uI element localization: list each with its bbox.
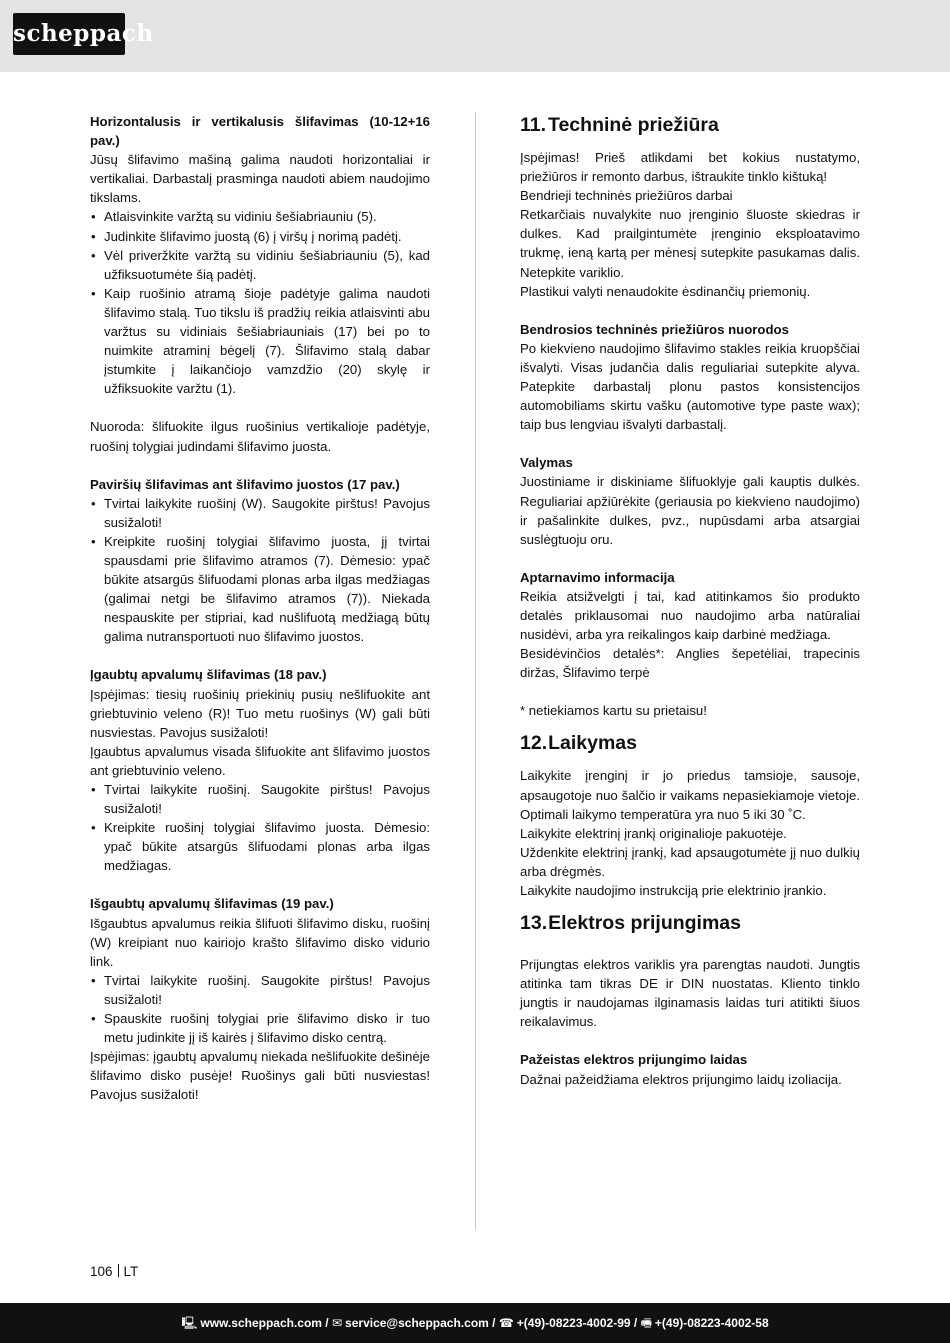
paragraph: Plastikui valyti nenaudokite ėsdinančių priemonių.: [520, 283, 811, 299]
paragraph: Po kiekvieno naudojimo šlifavimo stakles reikia kruopščiai išvalyti. Visas judančia dalis reguliariai sutepkite alyva. Patepkite darbastalį plonu pastos konsistencijos automobiliams skirtu vašku (automotive type paste wax); taip bus lengviau išvalyti darbastalį.: [520, 340, 860, 433]
page-footer: [0, 1303, 950, 1343]
chapter-title: Elektros prijungimas: [548, 912, 741, 935]
computer-icon: 🖳: [181, 1316, 198, 1330]
paragraph: Besidėvinčios detalės*: Anglies šepetėliai, trapecinis diržas, Šlifavimo terpė: [520, 646, 860, 681]
list-item: • Atlaisvinkite varžtą su vidiniu šešiabriauniu (5).: [90, 207, 430, 226]
paragraph: Laikykite įrenginį ir jo priedus tamsioje, sausoje, apsaugotoje nuo šalčio ir vaikams nepasiekiamoje vietoje. Optimali laikymo temperatūra yra nuo 5 iki 30 ˚C.: [520, 768, 860, 822]
page-number: [90, 1264, 138, 1279]
bullet-list: [90, 971, 430, 1047]
language-code: LT: [123, 1264, 139, 1279]
right-column: [520, 112, 860, 1089]
mail-icon: ✉: [331, 1316, 343, 1330]
subsection-heading: Valymas: [520, 455, 573, 471]
paragraph: Reikia atsižvelgti į tai, kad atitinkamos šio produkto detalės priklausomai nuo naudojimo arba natūraliai nusidėvi, arba yra reikalingos kaip darbinė medžiaga.: [520, 588, 860, 643]
chapter-number: 11.: [520, 114, 547, 136]
paragraph: Bendrieji techninės priežiūros darbai: [520, 188, 733, 204]
subsection-heading: Aptarnavimo informacija: [520, 569, 675, 585]
footer-fax: +(49)-08223-4002-58: [654, 1316, 769, 1330]
bullet-list: [90, 494, 430, 647]
subsection-heading: Pažeistas elektros prijungimo laidas: [520, 1052, 748, 1068]
chapter-heading: [520, 730, 860, 756]
list-item: • Kreipkite ruošinį tolygiai šlifavimo juosta, jį tvirtai spausdami prie šlifavimo atramos (7). Dėmesio: ypač būkite atsargūs šlifuodami plonas arba ilgas medžiagas (galimai netgi be šlifavimo atramos (7)). Niekada nespauskite per stipriai, kad nušlifuotą medžiagą būtų galima nutransportuoti nuo šlifavimo juostos.: [90, 532, 430, 647]
footer-website: www.scheppach.com: [200, 1316, 322, 1330]
paragraph: Dažnai pažeidžiama elektros prijungimo laidų izoliacija.: [520, 1071, 842, 1087]
paragraph: Laikykite naudojimo instrukciją prie elektrinio įrankio.: [520, 883, 827, 898]
footnote: * netiekiamos kartu su prietaisu!: [520, 703, 707, 719]
list-item: • Kreipkite ruošinį tolygiai šlifavimo juosta. Dėmesio: ypač būkite atsargūs šlifuodami plonas arba ilgas medžiagas.: [90, 818, 430, 875]
footer-phone: +(49)-08223-4002-99: [516, 1316, 631, 1330]
paragraph: Uždenkite elektrinį įrankį, kad apsaugotumėte jį nuo dulkių arba drėgmės.: [520, 844, 860, 879]
note-paragraph: Nuoroda: šlifuokite ilgus ruošinius vertikalioje padėtyje, ruošinį tolygiai judindami šlifavimo juosta.: [90, 419, 430, 454]
chapter-title: Techninė priežiūra: [548, 114, 719, 136]
list-item: • Kaip ruošinio atramą šioje padėtyje galima naudoti šlifavimo stalą. Tuo tikslu iš pradžių reikia atlaisvinti abu varžtus su vidiniais šešiabriauniais (17) bei po to nuimkite atraminį bėgelį (7). Šlifavimo stalą dabar įstumkite į laikančiojo vamzdžio (20) skylę ir užfiksuokite varžtu (1).: [90, 284, 430, 399]
paragraph: Išgaubtus apvalumus reikia šlifuoti šlifavimo disku, ruošinį (W) kreipiant nuo kairiojo krašto šlifavimo disko vidurio link.: [90, 915, 430, 969]
chapter-heading: [520, 910, 860, 936]
paragraph: Įspėjimas: tiesių ruošinių priekinių pusių nešlifuokite ant griebtuvinio veleno (R)! Tuo metu ruošinys (W) gali būti nusviestas. Pavojus susižaloti!: [90, 686, 430, 740]
paragraph: Įgaubtus apvalumus visada šlifuokite ant šlifavimo juostos ant griebtuvinio veleno.: [90, 743, 430, 778]
paragraph: Laikykite elektrinį įrankį originalioje pakuotėje.: [520, 825, 787, 841]
brand-logo: scheppach: [13, 13, 125, 55]
page-number-value: 106: [90, 1264, 113, 1279]
subsection-heading: Bendrosios techninės priežiūros nuorodos: [520, 321, 789, 337]
chapter-number: 12.: [520, 732, 548, 755]
warning-paragraph: Įspėjimas: įgaubtų apvalumų niekada nešlifuokite dešinėje šlifavimo disko pusėje! Ruošinys gali būti nusviestas! Pavojus susižaloti!: [90, 1049, 430, 1103]
footer-separator: /: [321, 1316, 332, 1330]
footer-separator: /: [488, 1316, 499, 1330]
section-heading: Įgaubtų apvalumų šlifavimas (18 pav.): [90, 667, 327, 683]
footer-separator: /: [630, 1316, 641, 1330]
chapter-heading: [520, 112, 860, 138]
list-item: • Judinkite šlifavimo juostą (6) į viršų į norimą padėtį.: [90, 227, 430, 246]
section-heading: Horizontalusis ir vertikalusis šlifavimas (10-12+16 pav.): [90, 114, 430, 149]
list-item: • Vėl priveržkite varžtą su vidiniu šešiabriauniu (5), kad užfiksuotumėte šią padėtį.: [90, 246, 430, 284]
section-heading: Paviršių šlifavimas ant šlifavimo juostos (17 pav.): [90, 476, 400, 492]
paragraph: Retkarčiais nuvalykite nuo įrenginio šluoste skiedras ir dulkes. Kad prailgintumėte įrenginio eksploatavimo trukmę, ieną kartą per mėnesį sutepkite pasukamas dalis. Netepkite variklio.: [520, 207, 860, 280]
paragraph: Juostiniame ir diskiniame šlifuoklyje gali kauptis dulkės. Reguliariai apžiūrėkite (geriausia po kiekvieno naudojimo) ir pašalinkite dulkes, pvz., nupūsdami arba atsargiai suslėgtuoju oru.: [520, 474, 860, 547]
paragraph: Jūsų šlifavimo mašiną galima naudoti horizontaliai ir vertikaliai. Darbastalį prasminga naudoti abiem naudojimo tikslams.: [90, 152, 430, 206]
column-divider: [475, 112, 476, 1230]
page-number-separator: [118, 1264, 119, 1277]
section-heading: Išgaubtų apvalumų šlifavimas (19 pav.): [90, 896, 334, 912]
chapter-title: Laikymas: [548, 732, 638, 755]
fax-icon: 🖷: [640, 1316, 652, 1330]
list-item: • Spauskite ruošinį tolygiai prie šlifavimo disko ir tuo metu judinkite jį iš kairės į šlifavimo disko centrą.: [90, 1009, 430, 1047]
page-header: [0, 0, 950, 72]
phone-icon: ☎: [498, 1316, 514, 1330]
list-item: • Tvirtai laikykite ruošinį. Saugokite pirštus! Pavojus susižaloti!: [90, 780, 430, 818]
footer-email: service@scheppach.com: [345, 1316, 489, 1330]
chapter-number: 13.: [520, 912, 548, 935]
paragraph: Įspėjimas! Prieš atlikdami bet kokius nustatymo, priežiūros ir remonto darbus, ištraukite tinklo kištuką!: [520, 150, 860, 185]
list-item: • Tvirtai laikykite ruošinį (W). Saugokite pirštus! Pavojus susižaloti!: [90, 494, 430, 532]
left-column: [90, 112, 430, 1105]
bullet-list: [90, 207, 430, 398]
list-item: • Tvirtai laikykite ruošinį. Saugokite pirštus! Pavojus susižaloti!: [90, 971, 430, 1009]
bullet-list: [90, 780, 430, 875]
paragraph: Prijungtas elektros variklis yra parengtas naudoti. Jungtis atitinka tam tikras DE ir DIN nuostatas. Kliento tinklo jungtis ir naudojamas ilginamasis laidas turi atitikti šiuos reikalavimus.: [520, 957, 860, 1030]
